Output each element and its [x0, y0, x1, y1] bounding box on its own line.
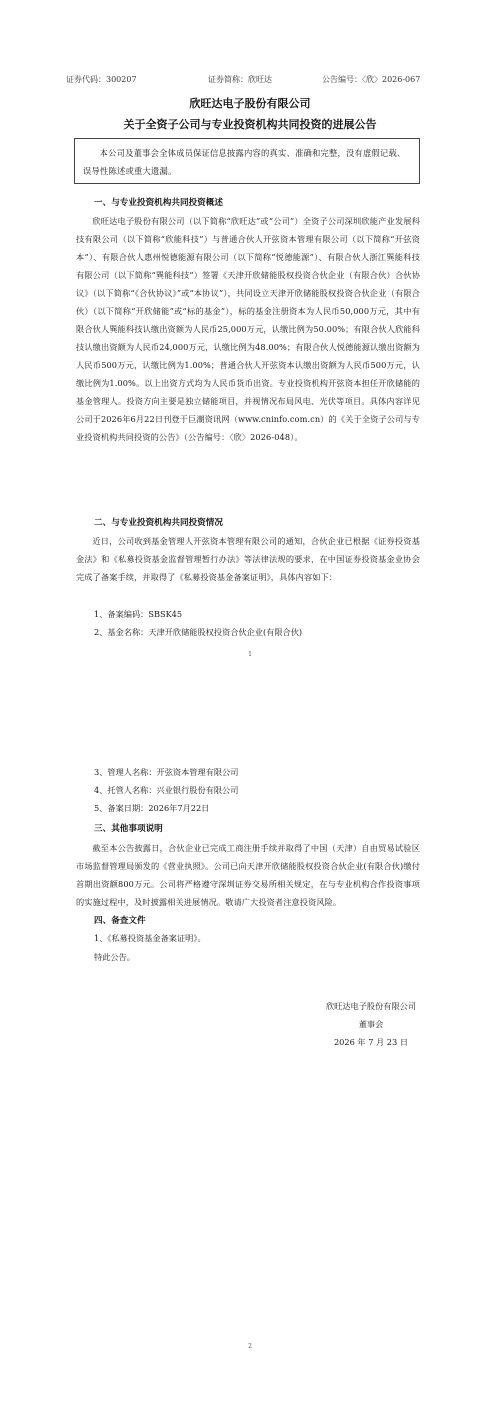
stock-short-name: 证券简称：欣旺达 [208, 75, 272, 84]
section-4-heading: 四、备查文件 [94, 916, 146, 926]
list-item: 4、托管人名称：兴业银行股份有限公司 [94, 785, 239, 795]
section-1-heading: 一、与专业投资机构共同投资概述 [94, 198, 223, 208]
section-3-body: 截至本公告披露日，合伙企业已完成工商注册手续并取得了中国（天津）自由贸易试验区市场监督管理局颁发的《营业执照》。公司已向天津开欣储能股权投资合伙企业(有限合伙)缴付首期出资额800万元。公司将严格遵守深圳证券交易所相关规定，在与专业机构合作投资事项的实施过程中，及时披露相关进展情况。敬请广大投资者注意投资风险。 [76, 843, 420, 907]
signature-board: 董事会 [358, 1019, 384, 1029]
section-1-body: 欣旺达电子股份有限公司（以下简称“欣旺达”或“公司”）全资子公司深圳欣能产业发展科技有限公司（以下简称“欣能科技”）与普通合伙人开弦资本管理有限公司（以下简称“开弦资本”）、有限合伙人惠州悦德能源有限公司（以下简称“悦德能源”）、有限合伙人浙江巽能科技有限公司（以下简称“巽能科技”）签署《天津开欣储能股权投资合伙企业（有限合伙）合伙协议》（以下简称“《合伙协议》”或“本协议”），共同设立天津开欣储能股权投资合伙企业（有限合伙）（以下简称“开欣储能”或“标的基金”），标的基金注册资本为人民币50,000万元，其中有限合伙人巽能科技认缴出资额为人民币25,000万元，认缴比例为50.00%；有限合伙人欣能科技认缴出资额为人民币24,000万元，认缴比例为48.00%；有限合伙人悦德能源认缴出资额为人民币500万元，认缴比例为1.00%；普通合伙人开弦资本认缴出资额为人民币500万元，认缴比例为1.00%。以上出资方式均为人民币货币出资。专业投资机构开弦资本担任开欣储能的基金管理人。投资方向主要是独立储能项目，并视情况布局风电、光伏等项目。具体内容详见公司于2026年6月22日刊登于巨潮资讯网（www.cninfo.com.cn）的《关于全资子公司与专业投资机构共同投资的公告》（公告编号：〈欣〉2026-048）。 [76, 216, 420, 442]
notice-number: 公告编号：〈欣〉2026-067 [322, 75, 421, 84]
list-item: 3、管理人名称：开弦资本管理有限公司 [94, 767, 239, 777]
list-item: 1、《私募投资基金备案证明》。 [94, 933, 206, 943]
signature-company: 欣旺达电子股份有限公司 [325, 1001, 417, 1011]
page-number: 2 [248, 1343, 252, 1350]
list-item: 2、基金名称：天津开欣储能股权投资合伙企业(有限合伙) [94, 627, 303, 637]
section-2-body: 近日，公司收到基金管理人开弦资本管理有限公司的通知，合伙企业已根据《证券投资基金法》和《私募投资基金监督管理暂行办法》等法律法规的要求，在中国证券投资基金业协会完成了备案手续，并取得了《私募投资基金备案证明》，具体内容如下： [76, 536, 420, 582]
section-2-heading: 二、与专业投资机构共同投资情况 [94, 518, 223, 528]
disclosure-statement-box: 本公司及董事会全体成员保证信息披露内容的真实、准确和完整，没有虚假记载、误导性陈述或重大遗漏。 [74, 138, 420, 184]
list-item: 5、备案日期：2026年7月22日 [94, 803, 210, 813]
closing-statement: 特此公告。 [94, 952, 135, 962]
list-item: 1、备案编码：SBSK45 [94, 609, 183, 619]
stock-code: 证券代码：300207 [66, 75, 137, 84]
company-title: 欣旺达电子股份有限公司 [189, 97, 311, 110]
page-number: 1 [248, 651, 252, 658]
signature-date: 2026 年 7 月 23 日 [333, 1037, 409, 1047]
section-3-heading: 三、其他事项说明 [94, 824, 163, 834]
announcement-title: 关于全资子公司与专业投资机构共同投资的进展公告 [123, 118, 377, 131]
